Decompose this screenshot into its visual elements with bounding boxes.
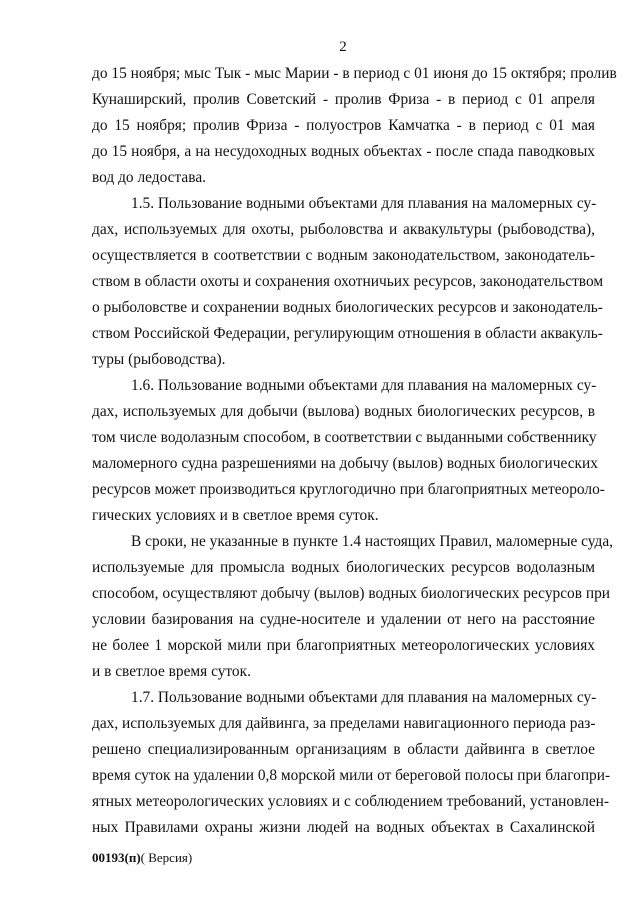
text-line: дах, используемых для охоты, рыболовства и аквакультуры (рыбоводства), [92, 221, 595, 238]
text-line: решено специализированным организациям в области дайвинга в светлое [92, 741, 595, 758]
text-line: дах, используемых для добычи (вылова) водных биологических ресурсов, в [92, 403, 595, 420]
page-number: 2 [339, 39, 347, 55]
text-line: ресурсов может производиться круглогодично при благоприятных метеороло- [92, 481, 605, 498]
text-line: ством в области охоты и сохранения охотничьих ресурсов, законодательством [92, 273, 604, 290]
text-line: 1.6. Пользование водными объектами для плавания на маломерных су- [131, 377, 597, 394]
document-footer [92, 850, 192, 866]
document-version: ( Версия) [140, 850, 193, 865]
text-line: до 15 ноября; мыс Тык - мыс Марии - в период с 01 июня до 15 октября; пролив [92, 65, 617, 82]
text-line: до 15 ноября; пролив Фриза - полуостров Камчатка - в период с 01 мая [92, 117, 595, 134]
text-line: осуществляется в соответствии с водным законодательством, законодатель- [92, 247, 595, 264]
text-line: маломерного судна разрешениями на добычу (вылов) водных биологических [92, 455, 598, 472]
text-line: 1.5. Пользование водными объектами для плавания на маломерных су- [131, 195, 597, 212]
text-line: способом, осуществляют добычу (вылов) водных биологических ресурсов при [92, 585, 611, 602]
text-line: 1.7. Пользование водными объектами для плавания на маломерных су- [131, 689, 597, 706]
text-line: ством Российской Федерации, регулирующим отношения в области аквакуль- [92, 325, 603, 342]
text-line: том числе водолазным способом, в соответствии с выданными собственнику [92, 429, 597, 446]
text-line: ных Правилами охраны жизни людей на водных объектах в Сахалинской [92, 819, 595, 836]
text-line: до 15 ноября, а на несудоходных водных объектах - после спада паводковых [92, 143, 595, 160]
text-line: и в светлое время суток. [92, 663, 251, 680]
text-line: условии базирования на судне-носителе и удалении от него на расстояние [92, 611, 595, 628]
text-line: Кунаширский, пролив Советский - пролив Фриза - в период с 01 апреля [92, 91, 595, 108]
document-number: 00193(п) [92, 850, 141, 865]
text-line: о рыболовстве и сохранении водных биологических ресурсов и законодатель- [92, 299, 603, 316]
text-line: ятных метеорологических условиях и с соблюдением требований, установлен- [92, 793, 610, 810]
text-line: время суток на удалении 0,8 морской мили от береговой полосы при благопри- [92, 767, 611, 784]
text-line: В сроки, не указанные в пункте 1.4 настоящих Правил, маломерные суда, [131, 533, 614, 550]
text-line: вод до ледостава. [92, 169, 207, 186]
text-line: туры (рыбоводства). [92, 351, 226, 368]
text-line: дах, используемых для дайвинга, за пределами навигационного периода раз- [92, 715, 596, 732]
text-line: не более 1 морской мили при благоприятных метеорологических условиях [92, 637, 595, 654]
text-line: используемые для промысла водных биологических ресурсов водолазным [92, 559, 595, 576]
text-line: гических условиях и в светлое время суток. [92, 507, 379, 524]
